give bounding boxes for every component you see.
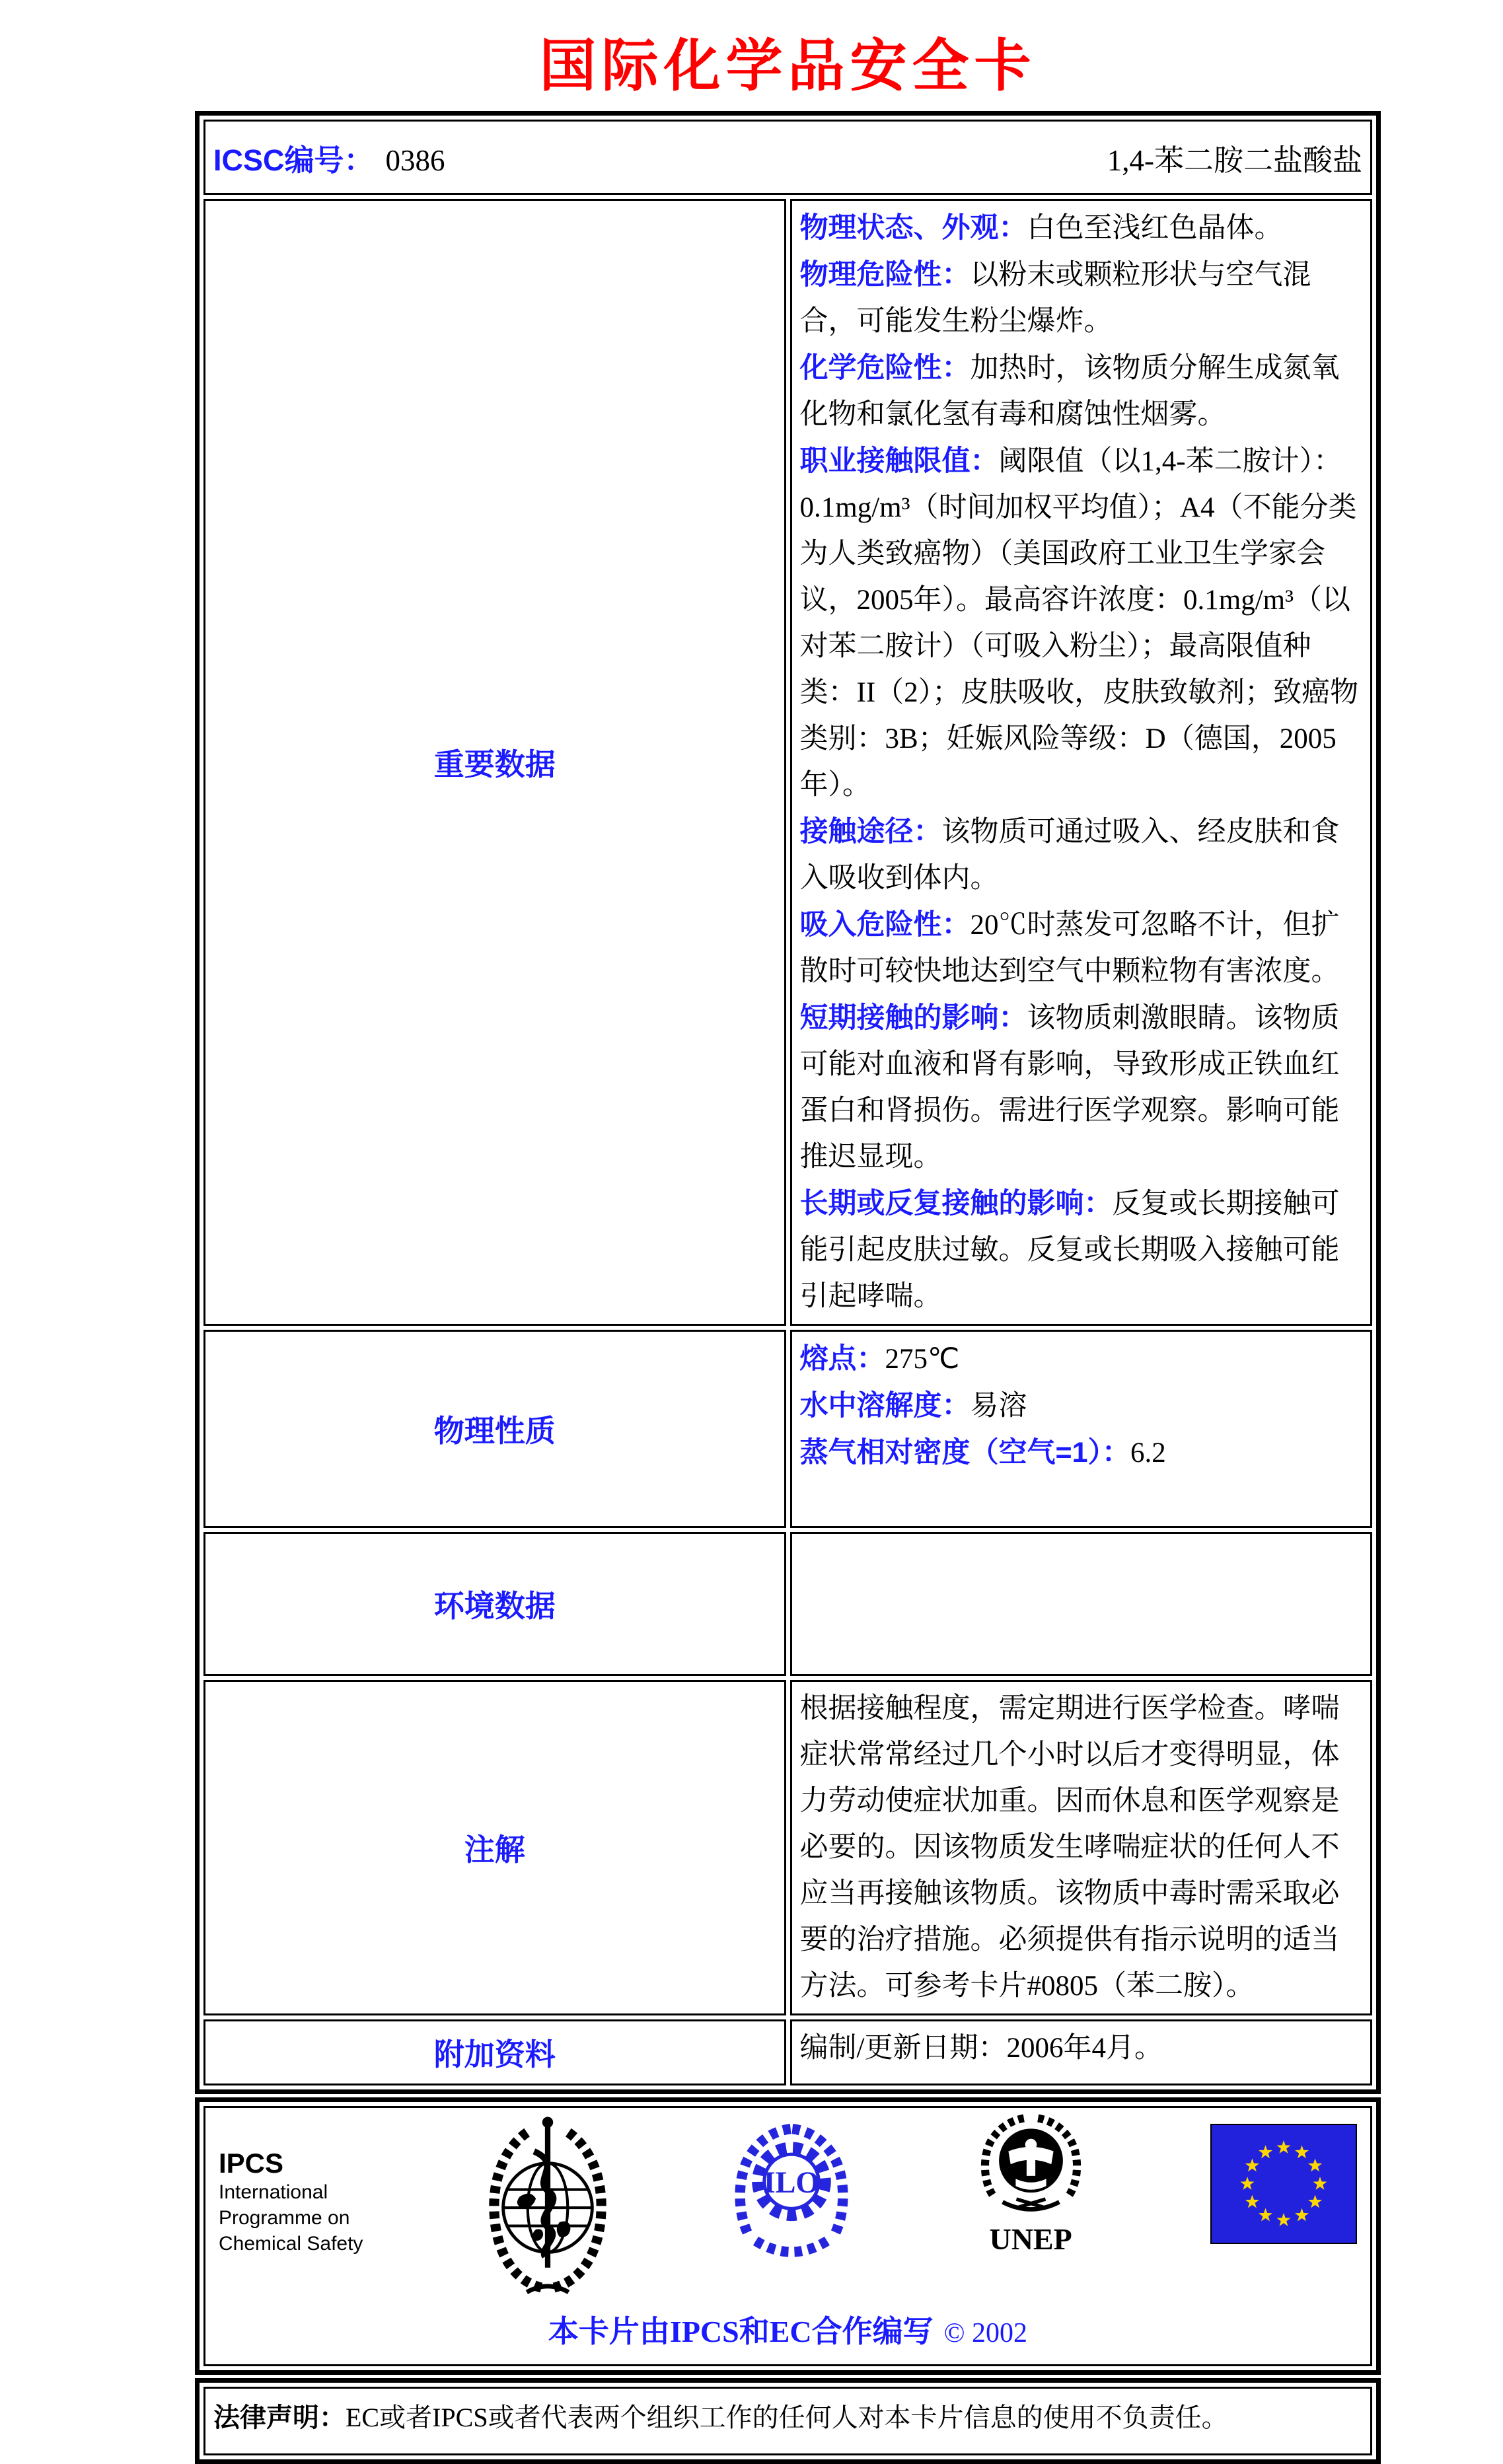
field-short-term-effects	[800, 995, 1363, 1180]
section-content-important-data	[790, 199, 1373, 1326]
logos-cell	[203, 2106, 1372, 2366]
legal-text: EC或者IPCS或者代表两个组织工作的任何人对本卡片信息的使用不负责任。	[346, 2403, 1228, 2432]
row-additional-information	[203, 2019, 1372, 2085]
logos-row	[203, 2106, 1372, 2366]
legal-cell	[203, 2387, 1372, 2455]
who-logo-icon	[488, 2113, 607, 2298]
caption	[215, 2307, 1361, 2351]
page-title: 国际化学品安全卡	[539, 34, 1037, 98]
row-important-data	[203, 199, 1372, 1326]
field-label: 吸入危险性：	[799, 909, 971, 941]
icsc-number-value: 0386	[385, 143, 445, 177]
field-text: 加热时，该物质分解生成氮氧化物和氯化氢有毒和腐蚀性烟雾。	[799, 353, 1340, 430]
legal-table	[195, 2378, 1381, 2464]
field-text: 阈限值（以1,4-苯二胺计）：0.1mg/m³（时间加权平均值）；A4（不能分类为人类致癌物）（美国政府工业卫生学家会议，2005年）。最高容许浓度：0.1mg/m³（以对苯二胺计）（可吸入粉尘）；最高限值种类：II（2）；皮肤吸收，皮肤致敏剂；致癌物类别：3B；妊娠风险等级：D（德国，2005年）。	[799, 446, 1359, 801]
section-label-environmental-data: 环境数据	[203, 1532, 786, 1676]
field-physical-hazards	[800, 252, 1363, 345]
legal-label: 法律声明：	[213, 2403, 346, 2432]
field-routes-of-exposure	[800, 809, 1363, 902]
field-text: 该物质可通过吸入、经皮肤和食入吸收到体内。	[799, 816, 1340, 894]
field-chemical-hazards	[800, 345, 1363, 438]
field-vapour-relative-density	[800, 1430, 1363, 1476]
section-content-additional-information	[790, 2019, 1373, 2085]
section-label-important-data: 重要数据	[203, 199, 786, 1326]
field-text: 275℃	[885, 1344, 960, 1375]
caption-text: 本卡片由IPCS和EC合作编写	[548, 2315, 934, 2348]
additional-information-text: 编制/更新日期：2006年4月。	[799, 2033, 1163, 2064]
icsc-number-group	[213, 136, 445, 179]
row-physical-properties	[203, 1330, 1372, 1528]
section-label-physical-properties: 物理性质	[203, 1330, 786, 1528]
caption-copyright: © 2002	[943, 2318, 1028, 2348]
header-cell	[203, 120, 1372, 195]
field-text: 该物质刺激眼睛。该物质可能对血液和肾有影响，导致形成正铁血红蛋白和肾损伤。需进行医学观察。影响可能推迟显现。	[799, 1003, 1340, 1173]
field-label: 职业接触限值：	[799, 445, 999, 477]
ilo-logo-icon	[732, 2113, 851, 2275]
field-text: 6.2	[1130, 1437, 1166, 1468]
unep-label: UNEP	[989, 2222, 1072, 2256]
chemical-name: 1,4-苯二胺二盐酸盐	[1107, 143, 1362, 177]
section-content-notes	[790, 1680, 1373, 2015]
icsc-number-label: ICSC编号：	[213, 143, 374, 177]
logos-table	[195, 2097, 1381, 2375]
field-long-term-effects	[800, 1180, 1363, 1320]
field-melting-point	[800, 1336, 1363, 1383]
field-text: 白色至浅红色晶体。	[1027, 213, 1283, 244]
ipcs-title: IPCS	[219, 2148, 284, 2179]
section-label-additional-information: 附加资料	[203, 2019, 786, 2085]
legal-row	[203, 2387, 1372, 2455]
field-label: 蒸气相对密度（空气=1）：	[799, 1437, 1131, 1468]
unep-logo-icon	[976, 2113, 1085, 2219]
section-label-notes: 注解	[203, 1680, 786, 2015]
row-notes	[203, 1680, 1372, 2015]
field-label: 物理状态、外观：	[799, 212, 1027, 244]
ipcs-text-block	[219, 2148, 363, 2257]
section-content-environmental-data	[790, 1532, 1373, 1676]
row-environmental-data	[203, 1532, 1372, 1676]
ipcs-subtitle-line: Programme on	[219, 2207, 350, 2229]
unep-logo	[976, 2113, 1085, 2255]
field-label: 长期或反复接触的影响：	[799, 1188, 1113, 1219]
field-text: 反复或长期接触可能引起皮肤过敏。反复或长期吸入接触可能引起哮喘。	[799, 1188, 1340, 1312]
field-label: 化学危险性：	[799, 352, 971, 384]
field-text: 20℃时蒸发可忽略不计，但扩散时可较快地达到空气中颗粒物有害浓度。	[799, 910, 1340, 987]
ipcs-subtitle-line: Chemical Safety	[219, 2233, 363, 2255]
svg-text:ILO: ILO	[763, 2166, 820, 2200]
field-label: 物理危险性：	[799, 259, 971, 291]
field-water-solubility	[800, 1383, 1363, 1430]
field-label: 熔点：	[799, 1343, 885, 1375]
field-physical-state-appearance	[800, 205, 1363, 252]
section-content-physical-properties	[790, 1330, 1373, 1528]
ipcs-subtitle-line: International	[219, 2181, 328, 2203]
field-inhalation-risk	[800, 902, 1363, 995]
notes-text: 根据接触程度，需定期进行医学检查。哮喘症状常常经过几个小时以后才变得明显，体力劳动使症状加重。因而休息和医学观察是必要的。因该物质发生哮喘症状的任何人不应当再接触该物质。该物质中毒时需采取必要的治疗措施。必须提供有指示说明的适当方法。可参考卡片#0805（苯二胺）。	[799, 1693, 1340, 2002]
field-label: 接触途径：	[799, 816, 942, 848]
field-label: 水中溶解度：	[799, 1390, 971, 1422]
header-row	[203, 120, 1372, 195]
eu-flag-icon	[1210, 2124, 1357, 2247]
field-text: 易溶	[970, 1391, 1027, 1422]
field-label: 短期接触的影响：	[799, 1002, 1027, 1034]
safety-card-table	[195, 111, 1381, 2094]
field-text: 以粉末或颗粒形状与空气混合，可能发生粉尘爆炸。	[799, 260, 1311, 337]
field-occupational-exposure-limits	[800, 438, 1363, 809]
